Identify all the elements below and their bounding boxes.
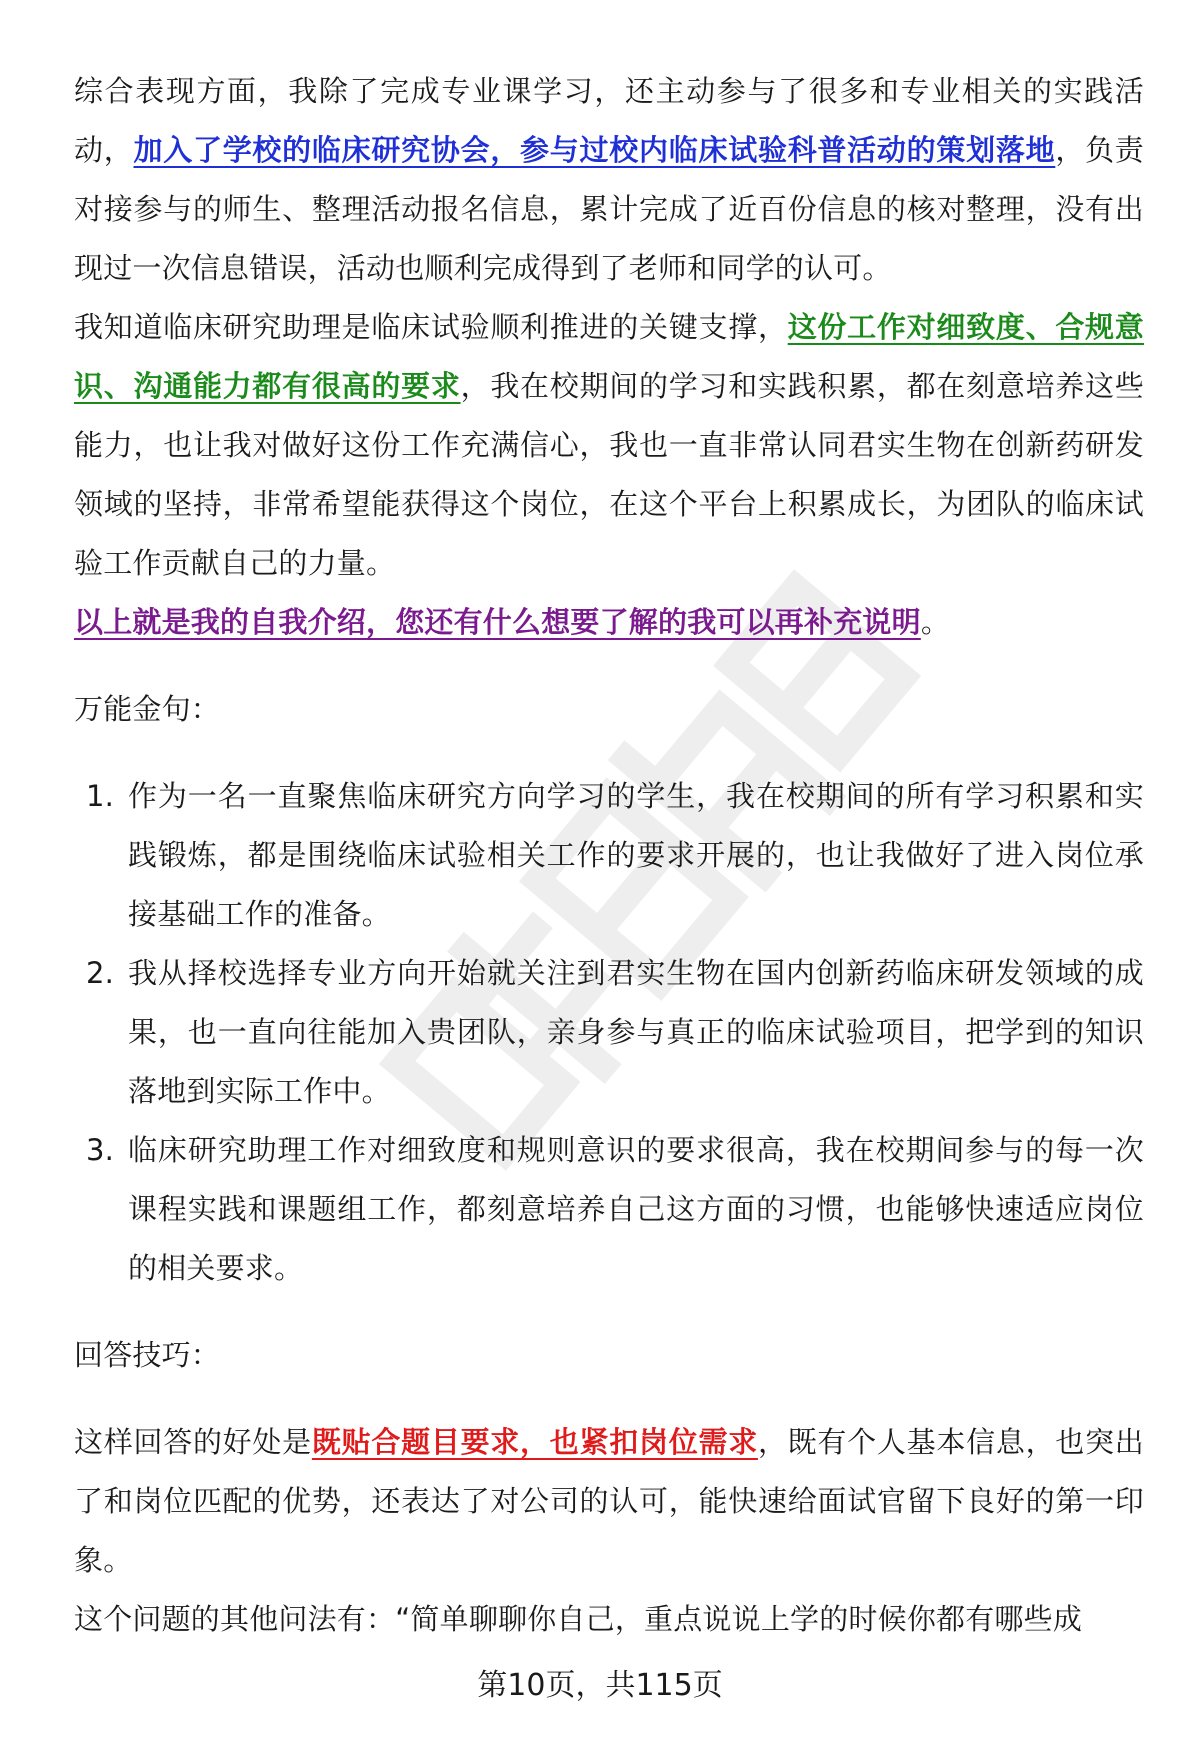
document-body <box>74 62 1144 1649</box>
section-title-golden-sentences: 万能金句： <box>74 692 221 726</box>
list-number: 1. <box>86 779 115 813</box>
page-footer: 第10页，共115页 <box>477 1668 723 1703</box>
text-span: 综合表现方面，我除了完成专业课学习，还主动参与了很多和专业相关的实践活动， <box>74 74 1144 167</box>
list-item-text: 我从择校选择专业方向开始就关注到君实生物在国内创新药临床研发领域的成果，也一直向往能加入贵团队，亲身参与真正的临床试验项目，把学到的知识落地到实际工作中。 <box>128 956 1144 1108</box>
paragraph-closing <box>74 593 1144 652</box>
list-item <box>74 767 1144 944</box>
list-number: 2. <box>86 956 115 990</box>
highlight-red: 既贴合题目要求，也紧扣岗位需求 <box>311 1425 758 1459</box>
paragraph-activities <box>74 62 1144 298</box>
list-item <box>74 1121 1144 1298</box>
text-span: ，我在校期间的学习和实践积累，都在刻意培养这些能力，也让我对做好这份工作充满信心，我也一直非常认同君实生物在创新药研发领域的坚持，非常希望能获得这个岗位，在这个平台上积累成长，为团队的临床试验工作贡献自己的力量。 <box>74 369 1144 580</box>
list-item <box>74 944 1144 1121</box>
text-span: ，既有个人基本信息，也突出了和岗位匹配的优势，还表达了对公司的认可，能快速给面试官留下良好的第一印象。 <box>74 1425 1144 1577</box>
highlight-blue: 加入了学校的临床研究协会，参与过校内临床试验科普活动的策划落地 <box>133 133 1056 167</box>
highlight-purple: 以上就是我的自我介绍，您还有什么想要了解的我可以再补充说明 <box>74 605 921 639</box>
paragraph-role-understanding <box>74 298 1144 593</box>
list-item-text: 作为一名一直聚焦临床研究方向学习的学生，我在校期间的所有学习积累和实践锻炼，都是围绕临床试验相关工作的要求开展的，也让我做好了进入岗位承接基础工作的准备。 <box>128 779 1144 931</box>
list-number: 3. <box>86 1133 115 1167</box>
paragraph-other-phrasings: 这个问题的其他问法有：“简单聊聊你自己，重点说说上学的时候你都有哪些成 <box>74 1602 1083 1636</box>
highlight-green: 这份工作对细致度、合规意识、沟通能力都有很高的要求 <box>74 310 1144 403</box>
golden-sentence-list <box>74 767 1144 1298</box>
text-span: ，负责对接参与的师生、整理活动报名信息，累计完成了近百份信息的核对整理，没有出现过一次信息错误，活动也顺利完成得到了老师和同学的认可。 <box>74 133 1145 285</box>
text-span: 这样回答的好处是 <box>74 1425 312 1459</box>
text-span: 。 <box>920 605 951 639</box>
text-span: 我知道临床研究助理是临床试验顺利推进的关键支撑， <box>74 310 788 344</box>
paragraph-answer-benefit <box>74 1413 1144 1590</box>
list-item-text: 临床研究助理工作对细致度和规则意识的要求很高，我在校期间参与的每一次课程实践和课题组工作，都刻意培养自己这方面的习惯，也能够快速适应岗位的相关要求。 <box>128 1133 1144 1285</box>
section-title-answer-tips: 回答技巧： <box>74 1338 221 1372</box>
